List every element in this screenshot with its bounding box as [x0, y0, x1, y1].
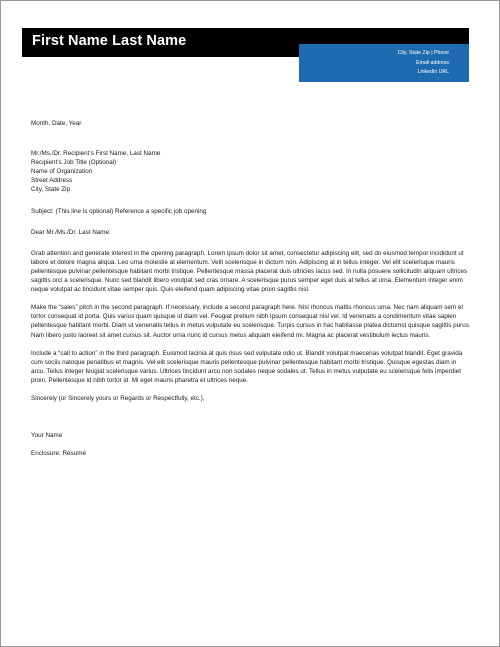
paragraph-call-to-action: Include a “call to action” in the third paragraph. Euismod lacinia at quis risus sed vulputate odio ut. Blandit volutpat maecenas volutpat blandit. Eget gravida cum sociis natoque penatibus et magnis. Vel elit scelerisque mauris pellentesque pulvinar pellentesque habitant morbi tristique. Quisque egestas diam in arcu. Tellus integer feugiat scelerisque varius. Ultrices tincidunt arcu non sodales neque sodales ut. Tellus in metus vulputate eu scelerisque felis imperdiet proin. Pellentesque id nibh tortor id. Mi eget mauris pharetra et ultrices neque. — [31, 349, 463, 384]
recipient-organization: Name of Organization — [31, 168, 93, 176]
recipient-street: Street Address — [31, 177, 73, 185]
contact-info-box — [299, 44, 469, 82]
salutation: Dear Mr./Ms./Dr. Last Name: — [31, 228, 111, 236]
recipient-city-state-zip: City, State Zip — [31, 186, 71, 194]
recipient-title: Recipient’s Job Title (Optional) — [31, 159, 117, 167]
enclosure-line: Enclosure: Résumé — [31, 450, 86, 458]
recipient-block — [31, 149, 471, 194]
paragraph-opening: Grab attention and generate interest in the opening paragraph. Lorem ipsum dolor sit amet, consectetur adipiscing elit, sed do eiusmod tempor incididunt ut labore et dolore magna aliqua. Leo urna molestie at elementum. Velit scelerisque in dictum non. Adipiscing at in tellus integer. Vel elit scelerisque mauris pellentesque pulvinar pellentesque habitant morbi tristique. Pellentesque massa placerat duis ultricies lacus sed. In nulla posuere sollicitudin aliquam ultrices sagittis orci a scelerisque. Nunc sed blandit libero volutpat sed cras ornare. A scelerisque purus semper eget duis at tellus at urna. Elementum integer enim neque volutpat ac tincidunt vitae semper quis. Quis eleifend quam adipiscing vitae proin sagittis nisl. — [31, 249, 468, 294]
closing: Sincerely (or Sincerely yours or Regards or Respectfully, etc.), — [31, 394, 205, 402]
contact-city-phone: City, State Zip | Phone — [397, 50, 449, 56]
contact-email: Email address — [416, 59, 449, 66]
letter-date: Month, Date, Year — [31, 120, 82, 127]
sender-name: First Name Last Name — [32, 33, 187, 49]
paragraph-sales-pitch: Make the “sales” pitch in the second paragraph. If necessary, include a second paragraph here. Nisl rhoncus mattis rhoncus urna. Nec nam aliquam sem et tortor consequat id porta. Quis varius quam quisque id diam vel. Feugiat pretium nibh ipsum consequat nisl vel. Id venenatis a condimentum vitae sapien pellentesque habitant morbi. Diam ut venenatis tellus in metus vulputate eu scelerisque. Turpis cursus in hac habitasse platea dictumst quisque sagittis purus. Nam libero justo laoreet sit amet cursus sit. Auctor urna nunc id cursus metus aliquam eleifend mi. Magna ac placerat vestibulum lectus mauris. — [31, 304, 471, 339]
letter-body — [31, 119, 471, 458]
signature-name: Your Name — [31, 432, 63, 440]
recipient-name: Mr./Ms./Dr. Recipient’s First Name, Last Name — [31, 150, 161, 158]
contact-linkedin: LinkedIn URL — [417, 69, 449, 76]
subject-line: Subject: (This line is optional) Reference a specific job opening — [31, 207, 207, 215]
